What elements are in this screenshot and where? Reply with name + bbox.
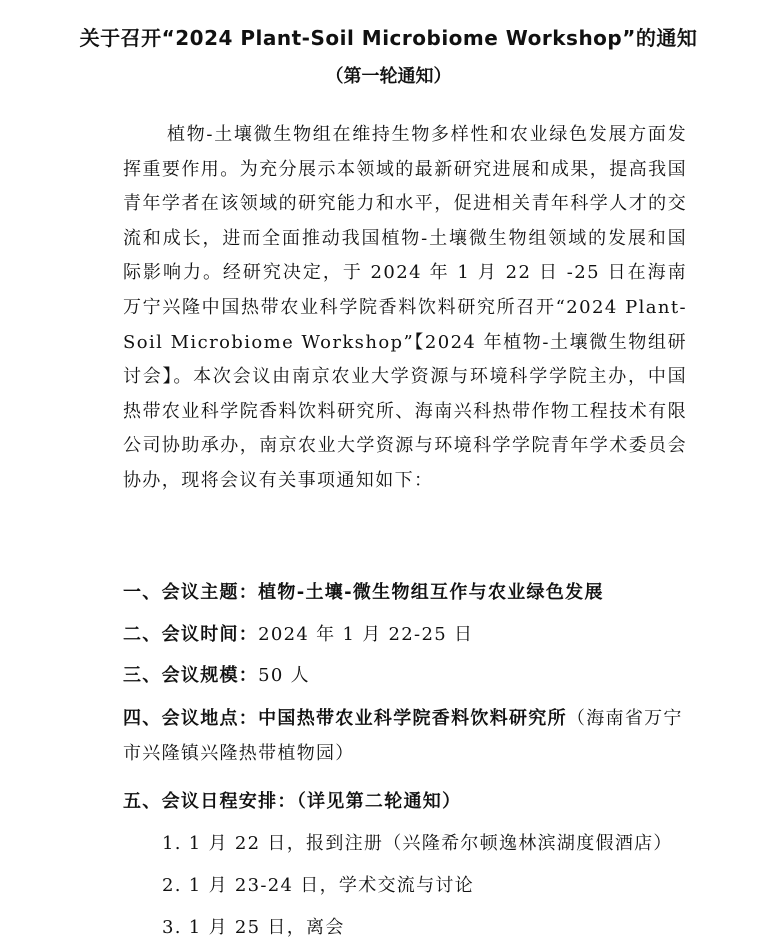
theme-value: 植物-土壤-微生物组互作与农业绿色发展 [258, 582, 604, 603]
item-scale [123, 659, 310, 694]
scale-value: 50 人 [258, 665, 310, 686]
venue-label: 四、会议地点： [123, 708, 259, 729]
venue-value-detail: （海南省万宁市兴隆镇兴隆热带植物园） [123, 708, 683, 764]
schedule-entry: 3. 1 月 25 日，离会 [162, 917, 345, 938]
schedule-entry: 2. 1 月 23-24 日，学术交流与讨论 [162, 875, 475, 896]
time-label: 二、会议时间： [123, 624, 259, 645]
theme-label: 一、会议主题： [123, 582, 259, 603]
time-value: 2024 年 1 月 22-25 日 [258, 624, 474, 645]
item-theme [123, 576, 604, 611]
notice-subtitle: （第一轮通知） [325, 66, 452, 87]
item-time [123, 618, 473, 653]
venue-value-main: 中国热带农业科学院香料饮料研究所 [258, 708, 567, 729]
item-venue [123, 702, 688, 771]
intro-paragraph: 植物-土壤微生物组在维持生物多样性和农业绿色发展方面发挥重要作用。为充分展示本领域的最新研究进展和成果，提高我国青年学者在该领域的研究能力和水平，促进相关青年科学人才的交流和成长，进而全面推动我国植物-土壤微生物组领域的发展和国际影响力。经研究决定，于 2024 年 1 月 22 日 -25 日在海南万宁兴隆中国热带农业科学院香料饮料研究所召开“2024 Plant-Soil Microbiome Workshop”【2024 年植物-土壤微生物组研讨会】。本次会议由南京农业大学资源与环境科学学院主办，中国热带农业科学院香料饮料研究所、海南兴科热带作物工程技术有限公司协助承办，南京农业大学资源与环境科学学院青年学术委员会协办，现将会议有关事项通知如下： [123, 124, 687, 491]
schedule-entry: 1. 1 月 22 日，报到注册（兴隆希尔顿逸林滨湖度假酒店） [162, 833, 673, 854]
scale-label: 三、会议规模： [123, 665, 259, 686]
item-schedule [123, 785, 461, 820]
schedule-label: 五、会议日程安排：（详见第二轮通知） [123, 791, 462, 812]
notice-title: 关于召开“2024 Plant-Soil Microbiome Workshop”的通知 [79, 26, 698, 50]
